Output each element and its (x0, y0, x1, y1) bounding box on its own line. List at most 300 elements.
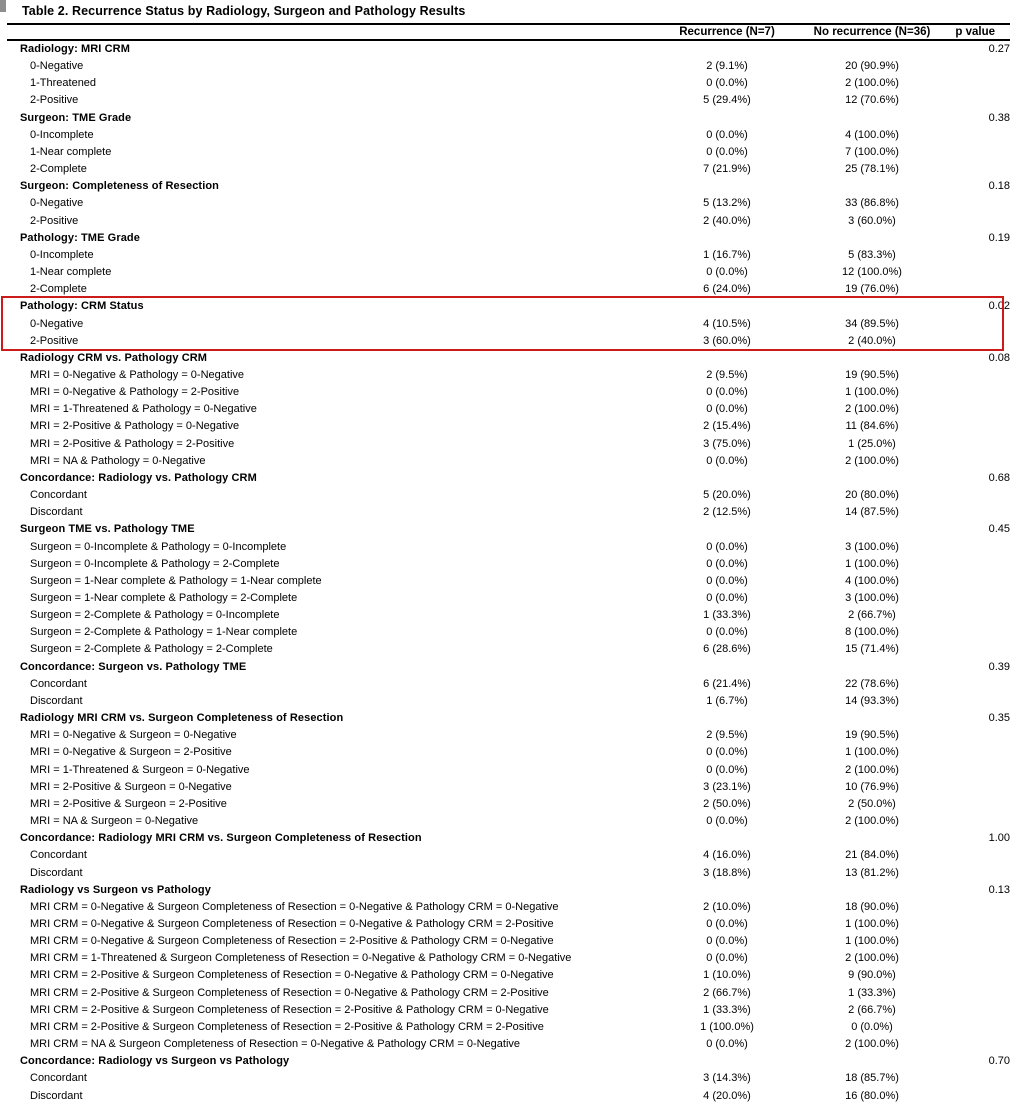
no-recurrence-cell: 18 (85.7%) (845, 1072, 899, 1085)
table-row (7, 744, 1010, 761)
section-label: Surgeon: Completeness of Resection (20, 180, 219, 193)
row-label: 0-Incomplete (30, 128, 94, 141)
header-row (7, 24, 1010, 40)
p-value-cell: 0.68 (988, 471, 1010, 484)
p-value-cell: 0.18 (988, 180, 1010, 193)
recurrence-cell: 2 (50.0%) (703, 797, 751, 810)
recurrence-cell: 4 (10.5%) (703, 317, 751, 330)
table-row (7, 75, 1010, 92)
table-row (7, 1088, 1010, 1104)
table-row (7, 727, 1010, 744)
recurrence-cell: 5 (13.2%) (703, 197, 751, 210)
p-value-cell (942, 967, 1010, 984)
table-row (7, 573, 1010, 590)
p-value-cell (942, 504, 1010, 521)
table-row (7, 213, 1010, 230)
no-recurrence-cell: 11 (84.6%) (845, 420, 899, 433)
table-row (7, 1019, 1010, 1036)
no-recurrence-cell: 12 (100.0%) (842, 266, 902, 279)
recurrence-cell: 2 (10.0%) (703, 900, 751, 913)
recurrence-cell: 1 (100.0%) (700, 1020, 754, 1033)
table-row (7, 281, 1010, 298)
table-row (7, 384, 1010, 401)
recurrence-cell: 0 (0.0%) (706, 592, 748, 604)
table-row (7, 316, 1010, 333)
p-value-cell (942, 1019, 1010, 1036)
recurrence-cell: 0 (0.0%) (706, 540, 748, 553)
row-label: Concordant (30, 677, 87, 690)
section-header-row (7, 882, 1010, 899)
no-recurrence-cell: 2 (40.0%) (848, 334, 896, 347)
no-recurrence-cell: 33 (86.8%) (845, 197, 899, 210)
section-header-row (7, 470, 1010, 487)
no-recurrence-cell (802, 659, 942, 676)
row-label: MRI CRM = 2-Positive & Surgeon Completeness of Resection = 2-Positive & Pathology CRM = 2-Positive (30, 1020, 544, 1033)
table-row (7, 487, 1010, 504)
no-recurrence-cell: 14 (93.3%) (845, 694, 899, 707)
p-value-cell (942, 453, 1010, 470)
p-value-cell (942, 127, 1010, 144)
section-header-row (7, 659, 1010, 676)
p-value-cell (942, 1088, 1010, 1104)
recurrence-cell: 4 (20.0%) (703, 1089, 751, 1102)
no-recurrence-cell (802, 470, 942, 487)
p-value-cell (942, 676, 1010, 693)
row-label: 2-Positive (30, 334, 79, 347)
recurrence-cell: 5 (29.4%) (703, 94, 751, 107)
no-recurrence-cell (802, 178, 942, 195)
p-value-cell (942, 75, 1010, 92)
p-value-cell (942, 573, 1010, 590)
row-label: Discordant (30, 506, 83, 519)
recurrence-cell: 0 (0.0%) (706, 557, 748, 570)
section-header-row (7, 110, 1010, 127)
p-value-cell (942, 487, 1010, 504)
p-value-cell (942, 92, 1010, 109)
recurrence-cell: 0 (0.0%) (706, 763, 748, 776)
table-row (7, 453, 1010, 470)
row-label: MRI = 0-Negative & Pathology = 0-Negative (30, 368, 245, 381)
p-value-cell (942, 865, 1010, 882)
no-recurrence-cell: 1 (25.0%) (848, 437, 896, 450)
p-value-cell (942, 796, 1010, 813)
row-label: MRI CRM = 2-Positive & Surgeon Completeness of Resection = 0-Negative & Pathology CRM = 2-Positive (30, 986, 549, 999)
table-row (7, 144, 1010, 161)
recurrence-cell: 4 (16.0%) (703, 849, 751, 862)
p-value-cell (942, 933, 1010, 950)
table-row (7, 161, 1010, 178)
no-recurrence-cell: 25 (78.1%) (845, 163, 899, 176)
recurrence-cell: 0 (0.0%) (706, 917, 748, 930)
row-label: MRI = 2-Positive & Pathology = 2-Positive (30, 437, 235, 450)
no-recurrence-cell: 4 (100.0%) (845, 128, 899, 141)
row-label: MRI CRM = 0-Negative & Surgeon Completeness of Resection = 0-Negative & Pathology CRM = 0-Negative (30, 900, 559, 913)
no-recurrence-cell: 1 (100.0%) (845, 935, 899, 948)
no-recurrence-cell: 1 (33.3%) (848, 986, 896, 999)
row-label: MRI = 2-Positive & Surgeon = 0-Negative (30, 780, 232, 793)
table-row (7, 847, 1010, 864)
row-label: MRI = 0-Negative & Pathology = 2-Positive (30, 386, 240, 399)
table-row (7, 401, 1010, 418)
p-value-cell: 0.08 (988, 351, 1010, 364)
row-label: 1-Near complete (30, 266, 112, 279)
header-label-column (7, 24, 652, 40)
recurrence-cell (652, 470, 802, 487)
p-value-cell (942, 813, 1010, 830)
p-value-cell (942, 762, 1010, 779)
recurrence-cell: 5 (20.0%) (703, 489, 751, 502)
section-label: Concordance: Radiology vs. Pathology CRM (20, 471, 257, 484)
recurrence-cell: 0 (0.0%) (706, 626, 748, 639)
header-p-value: p value (942, 24, 1010, 40)
row-label: Concordant (30, 489, 87, 502)
p-value-cell (942, 727, 1010, 744)
table-row (7, 504, 1010, 521)
recurrence-cell: 0 (0.0%) (706, 952, 748, 965)
no-recurrence-cell: 2 (100.0%) (845, 77, 899, 90)
recurrence-cell: 6 (28.6%) (703, 643, 751, 656)
p-value-cell (942, 247, 1010, 264)
recurrence-cell (652, 830, 802, 847)
table-row (7, 624, 1010, 641)
no-recurrence-cell: 2 (100.0%) (845, 763, 899, 776)
row-label: MRI = 1-Threatened & Surgeon = 0-Negative (30, 763, 250, 776)
no-recurrence-cell: 34 (89.5%) (845, 317, 899, 330)
p-value-cell (942, 693, 1010, 710)
row-label: Surgeon = 1-Near complete & Pathology = 2-Complete (30, 592, 298, 604)
row-label: Surgeon = 2-Complete & Pathology = 0-Incomplete (30, 609, 280, 622)
no-recurrence-cell: 14 (87.5%) (845, 506, 899, 519)
recurrence-cell: 1 (10.0%) (703, 969, 751, 982)
section-label: Surgeon: TME Grade (20, 111, 132, 124)
row-label: Concordant (30, 1072, 87, 1085)
recurrence-cell: 3 (18.8%) (703, 866, 751, 879)
table-row (7, 367, 1010, 384)
no-recurrence-cell: 1 (100.0%) (845, 557, 899, 570)
recurrence-cell (652, 710, 802, 727)
recurrence-cell: 1 (6.7%) (706, 694, 748, 707)
recurrence-cell: 2 (9.1%) (706, 60, 748, 73)
table-row (7, 950, 1010, 967)
p-value-cell (942, 539, 1010, 556)
recurrence-cell (652, 1053, 802, 1070)
table-row (7, 641, 1010, 658)
p-value-cell: 0.70 (988, 1055, 1010, 1068)
no-recurrence-cell: 7 (100.0%) (845, 145, 899, 158)
p-value-cell: 1.00 (988, 832, 1010, 845)
p-value-cell (942, 401, 1010, 418)
p-value-cell (942, 144, 1010, 161)
no-recurrence-cell: 15 (71.4%) (845, 643, 899, 656)
table-row (7, 58, 1010, 75)
p-value-cell: 0.35 (988, 712, 1010, 725)
recurrence-cell: 0 (0.0%) (706, 145, 748, 158)
p-value-cell (942, 899, 1010, 916)
table-row (7, 418, 1010, 435)
row-label: MRI CRM = 0-Negative & Surgeon Completeness of Resection = 0-Negative & Pathology CRM = 2-Positive (30, 917, 554, 930)
text-cursor-artifact (0, 0, 6, 12)
no-recurrence-cell (802, 1053, 942, 1070)
no-recurrence-cell: 16 (80.0%) (845, 1089, 899, 1102)
no-recurrence-cell: 2 (100.0%) (845, 403, 899, 416)
recurrence-cell: 0 (0.0%) (706, 815, 748, 828)
no-recurrence-cell: 20 (80.0%) (845, 489, 899, 502)
no-recurrence-cell: 1 (100.0%) (845, 386, 899, 399)
recurrence-cell: 3 (60.0%) (703, 334, 751, 347)
p-value-cell (942, 590, 1010, 607)
no-recurrence-cell (802, 882, 942, 899)
table-row (7, 195, 1010, 212)
section-header-row (7, 350, 1010, 367)
row-label: 2-Positive (30, 94, 79, 107)
recurrence-cell: 2 (12.5%) (703, 506, 751, 519)
no-recurrence-cell (802, 40, 942, 58)
no-recurrence-cell: 2 (100.0%) (845, 952, 899, 965)
p-value-cell (942, 367, 1010, 384)
section-header-row (7, 521, 1010, 538)
no-recurrence-cell: 22 (78.6%) (845, 677, 899, 690)
section-header-row (7, 178, 1010, 195)
no-recurrence-cell: 20 (90.9%) (845, 60, 899, 73)
header-recurrence: Recurrence (N=7) (652, 24, 802, 40)
p-value-cell (942, 316, 1010, 333)
table-row (7, 985, 1010, 1002)
recurrence-cell: 2 (15.4%) (703, 420, 751, 433)
recurrence-cell (652, 110, 802, 127)
p-value-cell: 0.02 (988, 300, 1010, 313)
recurrence-cell: 7 (21.9%) (703, 163, 751, 176)
section-label: Concordance: Surgeon vs. Pathology TME (20, 660, 247, 673)
no-recurrence-cell: 3 (60.0%) (848, 214, 896, 227)
table-row (7, 916, 1010, 933)
row-label: 2-Complete (30, 163, 87, 176)
section-label: Radiology MRI CRM vs. Surgeon Completeness of Resection (20, 712, 344, 725)
table-row (7, 333, 1010, 350)
recurrence-cell: 1 (16.7%) (703, 248, 751, 261)
no-recurrence-cell: 9 (90.0%) (848, 969, 896, 982)
row-label: MRI = NA & Pathology = 0-Negative (30, 454, 206, 467)
no-recurrence-cell: 2 (100.0%) (845, 454, 899, 467)
table-row (7, 607, 1010, 624)
p-value-cell (942, 418, 1010, 435)
recurrence-cell: 2 (9.5%) (706, 729, 748, 742)
no-recurrence-cell (802, 350, 942, 367)
no-recurrence-cell: 0 (0.0%) (851, 1020, 893, 1033)
recurrence-cell: 0 (0.0%) (706, 454, 748, 467)
row-label: MRI = 0-Negative & Surgeon = 2-Positive (30, 746, 232, 759)
recurrence-cell (652, 230, 802, 247)
table-row (7, 264, 1010, 281)
table-row (7, 436, 1010, 453)
recurrence-cell: 0 (0.0%) (706, 403, 748, 416)
recurrence-cell (652, 298, 802, 315)
section-label: Concordance: Radiology vs Surgeon vs Pathology (20, 1055, 290, 1068)
table-row (7, 92, 1010, 109)
row-label: 1-Threatened (30, 77, 97, 90)
p-value-cell (942, 556, 1010, 573)
row-label: Surgeon = 0-Incomplete & Pathology = 0-Incomplete (30, 540, 287, 553)
no-recurrence-cell (802, 830, 942, 847)
recurrence-cell: 0 (0.0%) (706, 77, 748, 90)
recurrence-cell: 2 (9.5%) (706, 368, 748, 381)
p-value-cell (942, 195, 1010, 212)
recurrence-cell: 6 (24.0%) (703, 283, 751, 296)
p-value-cell (942, 384, 1010, 401)
p-value-cell (942, 1036, 1010, 1053)
no-recurrence-cell: 12 (70.6%) (845, 94, 899, 107)
table-row (7, 967, 1010, 984)
p-value-cell: 0.27 (988, 43, 1010, 55)
table-row (7, 127, 1010, 144)
p-value-cell: 0.38 (988, 111, 1010, 124)
no-recurrence-cell: 19 (90.5%) (845, 368, 899, 381)
recurrence-cell: 3 (75.0%) (703, 437, 751, 450)
table-body (7, 40, 1010, 1104)
row-label: MRI = 1-Threatened & Pathology = 0-Negative (30, 403, 257, 416)
row-label: Concordant (30, 849, 87, 862)
no-recurrence-cell (802, 230, 942, 247)
recurrence-cell (652, 521, 802, 538)
p-value-cell (942, 985, 1010, 1002)
table-row (7, 779, 1010, 796)
table-row (7, 693, 1010, 710)
no-recurrence-cell: 3 (100.0%) (845, 592, 899, 604)
section-label: Radiology vs Surgeon vs Pathology (20, 883, 211, 896)
p-value-cell (942, 779, 1010, 796)
recurrence-cell: 0 (0.0%) (706, 1038, 748, 1051)
no-recurrence-cell: 8 (100.0%) (845, 626, 899, 639)
no-recurrence-cell: 10 (76.9%) (845, 780, 899, 793)
row-label: 0-Negative (30, 197, 84, 210)
no-recurrence-cell: 2 (66.7%) (848, 609, 896, 622)
row-label: MRI = 0-Negative & Surgeon = 0-Negative (30, 729, 237, 742)
row-label: MRI CRM = 2-Positive & Surgeon Completeness of Resection = 2-Positive & Pathology CRM = 0-Negative (30, 1003, 549, 1016)
recurrence-status-table (7, 23, 1010, 1104)
recurrence-cell: 2 (40.0%) (703, 214, 751, 227)
table-title: Table 2. Recurrence Status by Radiology, Surgeon and Pathology Results (22, 4, 466, 18)
p-value-cell (942, 1002, 1010, 1019)
section-label: Pathology: TME Grade (20, 231, 140, 244)
section-label: Radiology CRM vs. Pathology CRM (20, 351, 208, 364)
no-recurrence-cell (802, 298, 942, 315)
no-recurrence-cell: 2 (50.0%) (848, 797, 896, 810)
no-recurrence-cell: 3 (100.0%) (845, 540, 899, 553)
p-value-cell (942, 950, 1010, 967)
recurrence-cell (652, 659, 802, 676)
row-label: Discordant (30, 1089, 83, 1102)
row-label: 0-Negative (30, 317, 84, 330)
p-value-cell (942, 58, 1010, 75)
p-value-cell (942, 847, 1010, 864)
p-value-cell: 0.45 (988, 523, 1010, 536)
recurrence-cell: 0 (0.0%) (706, 574, 748, 587)
section-label: Radiology: MRI CRM (20, 43, 130, 55)
p-value-cell (942, 607, 1010, 624)
p-value-cell (942, 161, 1010, 178)
no-recurrence-cell: 1 (100.0%) (845, 917, 899, 930)
no-recurrence-cell: 4 (100.0%) (845, 574, 899, 587)
section-label: Concordance: Radiology MRI CRM vs. Surgeon Completeness of Resection (20, 832, 422, 845)
no-recurrence-cell: 13 (81.2%) (845, 866, 899, 879)
p-value-cell (942, 333, 1010, 350)
p-value-cell: 0.39 (988, 660, 1010, 673)
section-header-row (7, 1053, 1010, 1070)
recurrence-cell: 3 (14.3%) (703, 1072, 751, 1085)
row-label: MRI CRM = 1-Threatened & Surgeon Completeness of Resection = 0-Negative & Pathology CRM = 0-Negative (30, 952, 572, 965)
row-label: Surgeon = 1-Near complete & Pathology = 1-Near complete (30, 574, 322, 587)
no-recurrence-cell: 2 (100.0%) (845, 1038, 899, 1051)
recurrence-cell: 0 (0.0%) (706, 386, 748, 399)
row-label: 0-Incomplete (30, 248, 94, 261)
no-recurrence-cell: 5 (83.3%) (848, 248, 896, 261)
section-header-row (7, 298, 1010, 315)
row-label: Surgeon = 0-Incomplete & Pathology = 2-Complete (30, 557, 280, 570)
row-label: MRI = NA & Surgeon = 0-Negative (30, 815, 199, 828)
header-no-recurrence: No recurrence (N=36) (802, 24, 942, 40)
recurrence-cell (652, 350, 802, 367)
row-label: 1-Near complete (30, 145, 112, 158)
p-value-cell (942, 916, 1010, 933)
table-row (7, 1036, 1010, 1053)
table-row (7, 762, 1010, 779)
table-row (7, 556, 1010, 573)
section-header-row (7, 230, 1010, 247)
no-recurrence-cell: 19 (90.5%) (845, 729, 899, 742)
table-row (7, 865, 1010, 882)
no-recurrence-cell: 19 (76.0%) (845, 283, 899, 296)
recurrence-cell (652, 40, 802, 58)
row-label: Surgeon = 2-Complete & Pathology = 2-Complete (30, 643, 273, 656)
section-header-row (7, 710, 1010, 727)
no-recurrence-cell (802, 710, 942, 727)
no-recurrence-cell: 2 (100.0%) (845, 815, 899, 828)
row-label: 2-Positive (30, 214, 79, 227)
table-row (7, 1070, 1010, 1087)
section-label: Pathology: CRM Status (20, 300, 144, 313)
row-label: MRI CRM = 2-Positive & Surgeon Completeness of Resection = 0-Negative & Pathology CRM = 0-Negative (30, 969, 554, 982)
no-recurrence-cell: 1 (100.0%) (845, 746, 899, 759)
table-row (7, 590, 1010, 607)
p-value-cell (942, 436, 1010, 453)
recurrence-cell (652, 178, 802, 195)
table-row (7, 676, 1010, 693)
table-row (7, 1002, 1010, 1019)
p-value-cell (942, 281, 1010, 298)
row-label: Surgeon = 2-Complete & Pathology = 1-Near complete (30, 626, 298, 639)
recurrence-cell: 0 (0.0%) (706, 935, 748, 948)
row-label: 0-Negative (30, 60, 84, 73)
section-header-row (7, 830, 1010, 847)
p-value-cell (942, 744, 1010, 761)
no-recurrence-cell (802, 110, 942, 127)
no-recurrence-cell: 21 (84.0%) (845, 849, 899, 862)
recurrence-cell: 2 (66.7%) (703, 986, 751, 999)
row-label: 2-Complete (30, 283, 87, 296)
table-header (7, 24, 1010, 40)
table-row (7, 539, 1010, 556)
table-row (7, 899, 1010, 916)
row-label: Discordant (30, 866, 83, 879)
recurrence-cell: 6 (21.4%) (703, 677, 751, 690)
table-row (7, 933, 1010, 950)
table-row (7, 247, 1010, 264)
p-value-cell: 0.19 (988, 231, 1010, 244)
recurrence-cell (652, 882, 802, 899)
no-recurrence-cell (802, 521, 942, 538)
p-value-cell: 0.13 (988, 883, 1010, 896)
recurrence-cell: 0 (0.0%) (706, 266, 748, 279)
recurrence-cell: 0 (0.0%) (706, 128, 748, 141)
